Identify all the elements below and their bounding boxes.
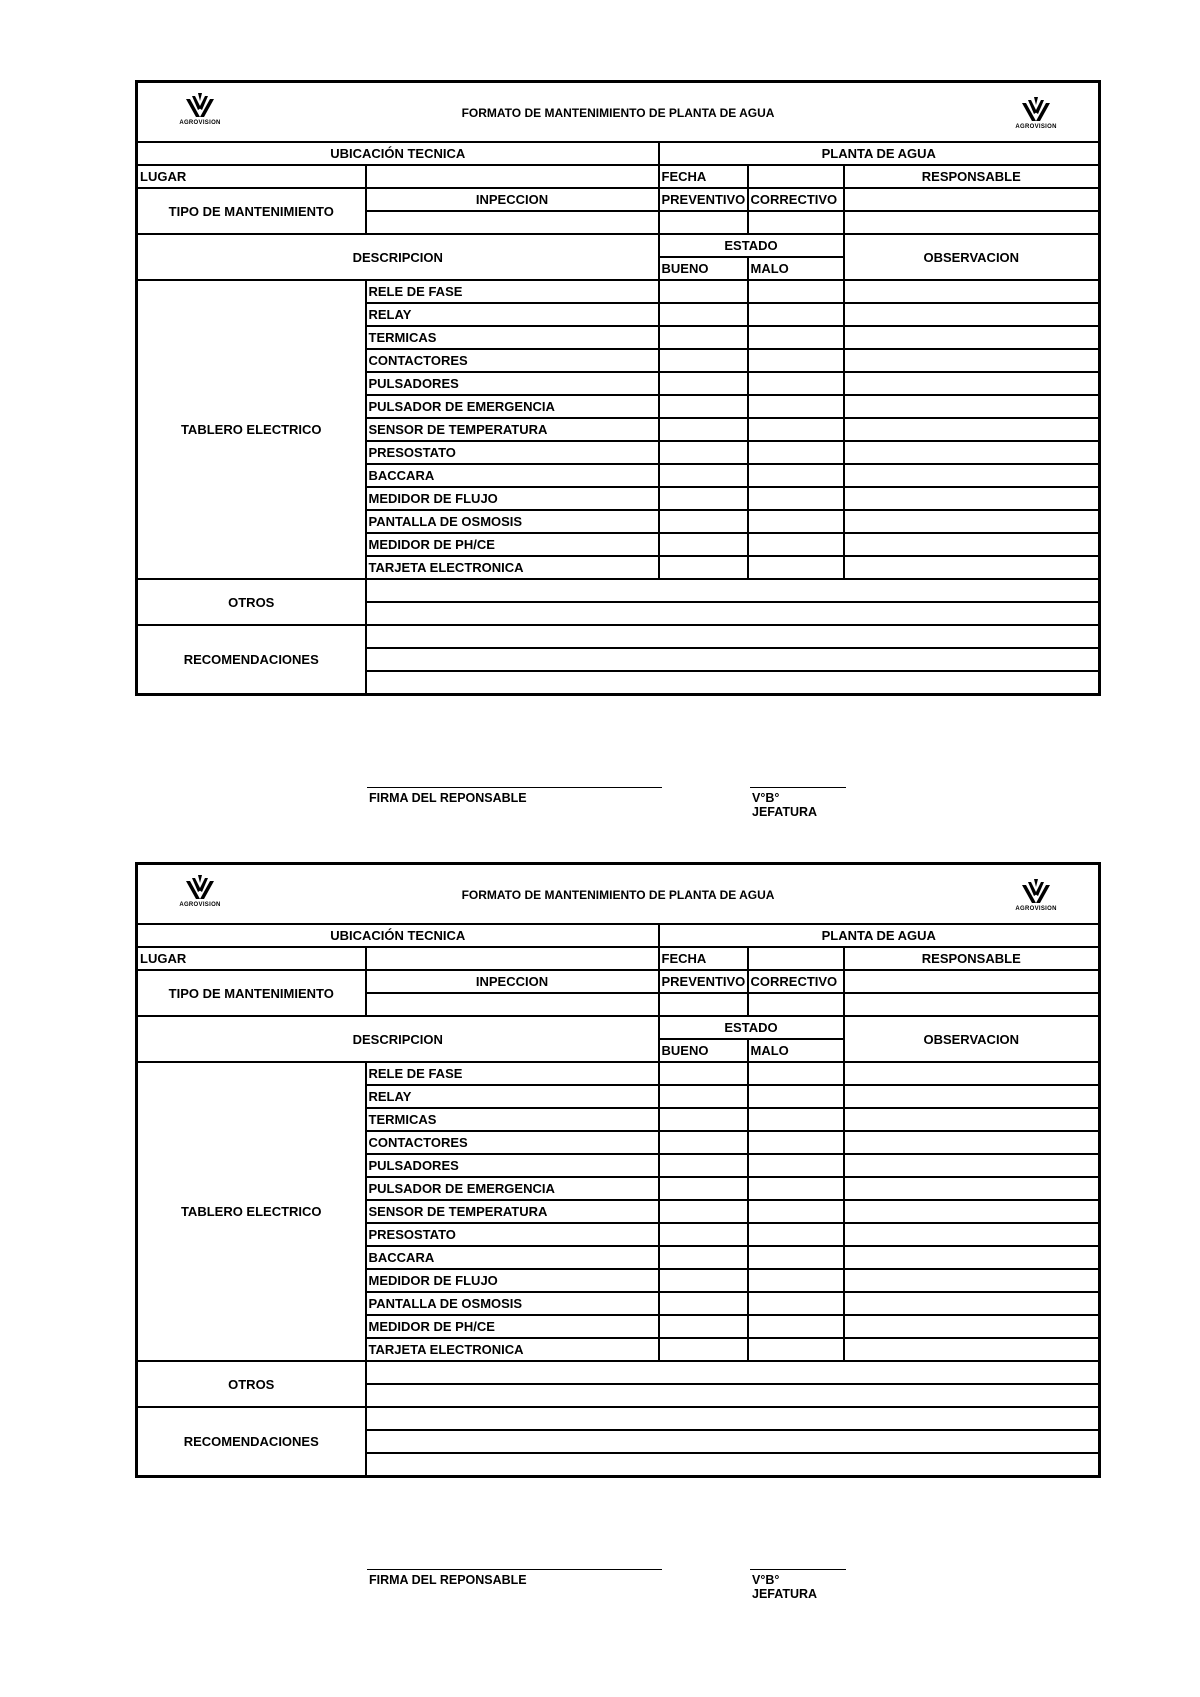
fecha-field[interactable] xyxy=(748,947,844,970)
agrovision-logo xyxy=(1012,879,1060,913)
observacion-cell[interactable] xyxy=(844,464,1100,487)
ubicacion-tecnica-label: UBICACIÓN TECNICA xyxy=(137,142,659,165)
item-name: RELAY xyxy=(366,1085,659,1108)
bueno-check-cell[interactable] xyxy=(659,1292,748,1315)
correctivo-label: CORRECTIVO xyxy=(748,188,844,211)
item-name: RELE DE FASE xyxy=(366,280,659,303)
bueno-check-cell[interactable] xyxy=(659,1269,748,1292)
lugar-field[interactable] xyxy=(366,947,659,970)
descripcion-label: DESCRIPCION xyxy=(137,1016,659,1062)
otros-field[interactable] xyxy=(366,1361,1100,1384)
observacion-cell[interactable] xyxy=(844,1246,1100,1269)
signature-jefatura-label: V°B° JEFATURA xyxy=(752,1573,818,1601)
correctivo-field[interactable] xyxy=(748,993,844,1016)
inspeccion-field[interactable] xyxy=(366,993,659,1016)
observacion-cell[interactable] xyxy=(844,1085,1100,1108)
malo-label: MALO xyxy=(748,1039,844,1062)
bueno-label: BUENO xyxy=(659,257,748,280)
observacion-cell[interactable] xyxy=(844,1154,1100,1177)
bueno-check-cell[interactable] xyxy=(659,1338,748,1361)
ubicacion-tecnica-label: UBICACIÓN TECNICA xyxy=(137,924,659,947)
item-name: PANTALLA DE OSMOSIS xyxy=(366,510,659,533)
fecha-field[interactable] xyxy=(748,165,844,188)
item-name: PULSADOR DE EMERGENCIA xyxy=(366,395,659,418)
malo-check-cell[interactable] xyxy=(748,372,844,395)
observacion-cell[interactable] xyxy=(844,487,1100,510)
lugar-field[interactable] xyxy=(366,165,659,188)
bueno-check-cell[interactable] xyxy=(659,326,748,349)
responsable-label: RESPONSABLE xyxy=(844,165,1100,188)
observacion-cell[interactable] xyxy=(844,1292,1100,1315)
correctivo-label: CORRECTIVO xyxy=(748,970,844,993)
item-name: MEDIDOR DE PH/CE xyxy=(366,533,659,556)
item-name: CONTACTORES xyxy=(366,349,659,372)
item-name: PULSADORES xyxy=(366,1154,659,1177)
logo-text: AGROVISION xyxy=(1015,906,1057,912)
malo-check-cell[interactable] xyxy=(748,1131,844,1154)
observacion-cell[interactable] xyxy=(844,1269,1100,1292)
table-row xyxy=(137,280,1100,303)
bueno-check-cell[interactable] xyxy=(659,464,748,487)
otros-label: OTROS xyxy=(137,1361,366,1407)
bueno-check-cell[interactable] xyxy=(659,1177,748,1200)
otros-field[interactable] xyxy=(366,579,1100,602)
malo-check-cell[interactable] xyxy=(748,1269,844,1292)
responsable-field[interactable] xyxy=(844,970,1100,993)
bueno-check-cell[interactable] xyxy=(659,303,748,326)
item-name: PULSADOR DE EMERGENCIA xyxy=(366,1177,659,1200)
preventivo-field[interactable] xyxy=(659,993,748,1016)
descripcion-label: DESCRIPCION xyxy=(137,234,659,280)
bueno-check-cell[interactable] xyxy=(659,280,748,303)
malo-check-cell[interactable] xyxy=(748,1292,844,1315)
item-name: MEDIDOR DE PH/CE xyxy=(366,1315,659,1338)
leaf-logo-icon xyxy=(1019,97,1053,123)
item-list xyxy=(137,1062,1100,1361)
bueno-check-cell[interactable] xyxy=(659,349,748,372)
malo-check-cell[interactable] xyxy=(748,395,844,418)
correctivo-field[interactable] xyxy=(748,211,844,234)
malo-check-cell[interactable] xyxy=(748,1246,844,1269)
malo-check-cell[interactable] xyxy=(748,441,844,464)
item-name: PULSADORES xyxy=(366,372,659,395)
leaf-logo-icon xyxy=(1019,879,1053,905)
malo-check-cell[interactable] xyxy=(748,510,844,533)
form-title: FORMATO DE MANTENIMIENTO DE PLANTA DE AGUA xyxy=(461,888,775,902)
malo-check-cell[interactable] xyxy=(748,1085,844,1108)
logo-text: AGROVISION xyxy=(179,902,221,908)
malo-check-cell[interactable] xyxy=(748,1154,844,1177)
malo-check-cell[interactable] xyxy=(748,1062,844,1085)
tablero-electrico-label: TABLERO ELECTRICO xyxy=(137,280,366,579)
bueno-check-cell[interactable] xyxy=(659,1223,748,1246)
estado-label: ESTADO xyxy=(659,234,844,257)
observacion-cell[interactable] xyxy=(844,1338,1100,1361)
bueno-check-cell[interactable] xyxy=(659,372,748,395)
malo-check-cell[interactable] xyxy=(748,349,844,372)
observacion-cell[interactable] xyxy=(844,556,1100,579)
observacion-cell[interactable] xyxy=(844,1223,1100,1246)
malo-check-cell[interactable] xyxy=(748,1200,844,1223)
recomendaciones-label: RECOMENDACIONES xyxy=(137,1407,366,1477)
bueno-check-cell[interactable] xyxy=(659,1062,748,1085)
item-name: SENSOR DE TEMPERATURA xyxy=(366,1200,659,1223)
signature-responsable xyxy=(367,1569,662,1587)
item-name: PRESOSTATO xyxy=(366,441,659,464)
preventivo-label: PREVENTIVO xyxy=(659,970,748,993)
item-name: PANTALLA DE OSMOSIS xyxy=(366,1292,659,1315)
signature-jefatura xyxy=(750,787,846,819)
recomendaciones-field[interactable] xyxy=(366,671,1100,695)
observacion-cell[interactable] xyxy=(844,533,1100,556)
malo-check-cell[interactable] xyxy=(748,1315,844,1338)
estado-label: ESTADO xyxy=(659,1016,844,1039)
logo-text: AGROVISION xyxy=(179,120,221,126)
item-name: MEDIDOR DE FLUJO xyxy=(366,1269,659,1292)
otros-field[interactable] xyxy=(366,1384,1100,1407)
lugar-label: LUGAR xyxy=(137,165,366,188)
bueno-check-cell[interactable] xyxy=(659,1315,748,1338)
planta-de-agua-label: PLANTA DE AGUA xyxy=(659,924,1100,947)
table-row xyxy=(137,1062,1100,1085)
signature-responsable xyxy=(367,787,662,805)
item-name: RELE DE FASE xyxy=(366,1062,659,1085)
responsable-field[interactable] xyxy=(844,211,1100,234)
otros-field[interactable] xyxy=(366,602,1100,625)
bueno-check-cell[interactable] xyxy=(659,1200,748,1223)
observacion-cell[interactable] xyxy=(844,303,1100,326)
malo-check-cell[interactable] xyxy=(748,533,844,556)
observacion-cell[interactable] xyxy=(844,1315,1100,1338)
malo-check-cell[interactable] xyxy=(748,280,844,303)
observacion-cell[interactable] xyxy=(844,395,1100,418)
bueno-check-cell[interactable] xyxy=(659,395,748,418)
observacion-cell[interactable] xyxy=(844,1177,1100,1200)
responsable-field[interactable] xyxy=(844,188,1100,211)
form-header xyxy=(137,82,1100,143)
observacion-label: OBSERVACION xyxy=(844,234,1100,280)
bueno-check-cell[interactable] xyxy=(659,1154,748,1177)
responsable-field[interactable] xyxy=(844,993,1100,1016)
bueno-check-cell[interactable] xyxy=(659,1108,748,1131)
recomendaciones-field[interactable] xyxy=(366,1430,1100,1453)
item-name: TARJETA ELECTRONICA xyxy=(366,556,659,579)
malo-check-cell[interactable] xyxy=(748,1223,844,1246)
observacion-cell[interactable] xyxy=(844,441,1100,464)
bueno-check-cell[interactable] xyxy=(659,441,748,464)
recomendaciones-field[interactable] xyxy=(366,648,1100,671)
signature-jefatura-label: V°B° JEFATURA xyxy=(752,791,818,819)
tablero-electrico-label: TABLERO ELECTRICO xyxy=(137,1062,366,1361)
observacion-cell[interactable] xyxy=(844,1062,1100,1085)
maintenance-form-table xyxy=(135,862,1101,1478)
observacion-cell[interactable] xyxy=(844,349,1100,372)
malo-check-cell[interactable] xyxy=(748,1177,844,1200)
bueno-check-cell[interactable] xyxy=(659,418,748,441)
bueno-check-cell[interactable] xyxy=(659,1246,748,1269)
inspeccion-label: INPECCION xyxy=(366,970,659,993)
recomendaciones-label: RECOMENDACIONES xyxy=(137,625,366,695)
maintenance-form-1 xyxy=(135,80,1098,819)
signature-responsable-label: FIRMA DEL REPONSABLE xyxy=(369,1573,527,1587)
observacion-cell[interactable] xyxy=(844,1108,1100,1131)
item-name: CONTACTORES xyxy=(366,1131,659,1154)
signature-responsable-label: FIRMA DEL REPONSABLE xyxy=(369,791,527,805)
observacion-cell[interactable] xyxy=(844,1200,1100,1223)
recomendaciones-field[interactable] xyxy=(366,625,1100,648)
bueno-check-cell[interactable] xyxy=(659,1131,748,1154)
tipo-mantenimiento-label: TIPO DE MANTENIMIENTO xyxy=(137,188,366,234)
observacion-cell[interactable] xyxy=(844,418,1100,441)
item-name: BACCARA xyxy=(366,1246,659,1269)
fecha-label: FECHA xyxy=(659,947,748,970)
malo-check-cell[interactable] xyxy=(748,303,844,326)
fecha-label: FECHA xyxy=(659,165,748,188)
item-name: BACCARA xyxy=(366,464,659,487)
item-list xyxy=(137,280,1100,579)
maintenance-form-table xyxy=(135,80,1101,696)
malo-check-cell[interactable] xyxy=(748,1338,844,1361)
planta-de-agua-label: PLANTA DE AGUA xyxy=(659,142,1100,165)
recomendaciones-field[interactable] xyxy=(366,1407,1100,1430)
tipo-mantenimiento-label: TIPO DE MANTENIMIENTO xyxy=(137,970,366,1016)
malo-check-cell[interactable] xyxy=(748,326,844,349)
maintenance-form-2 xyxy=(135,862,1098,1601)
bueno-check-cell[interactable] xyxy=(659,556,748,579)
form-title: FORMATO DE MANTENIMIENTO DE PLANTA DE AGUA xyxy=(461,106,775,120)
malo-label: MALO xyxy=(748,257,844,280)
observacion-cell[interactable] xyxy=(844,1131,1100,1154)
bueno-check-cell[interactable] xyxy=(659,1085,748,1108)
malo-check-cell[interactable] xyxy=(748,556,844,579)
item-name: TERMICAS xyxy=(366,326,659,349)
malo-check-cell[interactable] xyxy=(748,418,844,441)
bueno-label: BUENO xyxy=(659,1039,748,1062)
item-name: MEDIDOR DE FLUJO xyxy=(366,487,659,510)
inspeccion-field[interactable] xyxy=(366,211,659,234)
otros-label: OTROS xyxy=(137,579,366,625)
observacion-label: OBSERVACION xyxy=(844,1016,1100,1062)
preventivo-field[interactable] xyxy=(659,211,748,234)
signature-jefatura xyxy=(750,1569,846,1601)
bueno-check-cell[interactable] xyxy=(659,510,748,533)
item-name: TERMICAS xyxy=(366,1108,659,1131)
lugar-label: LUGAR xyxy=(137,947,366,970)
item-name: SENSOR DE TEMPERATURA xyxy=(366,418,659,441)
item-name: TARJETA ELECTRONICA xyxy=(366,1338,659,1361)
logo-text: AGROVISION xyxy=(1015,124,1057,130)
bueno-check-cell[interactable] xyxy=(659,533,748,556)
agrovision-logo xyxy=(1012,97,1060,131)
item-name: RELAY xyxy=(366,303,659,326)
bueno-check-cell[interactable] xyxy=(659,487,748,510)
malo-check-cell[interactable] xyxy=(748,487,844,510)
observacion-cell[interactable] xyxy=(844,372,1100,395)
observacion-cell[interactable] xyxy=(844,326,1100,349)
form-header xyxy=(137,864,1100,925)
preventivo-label: PREVENTIVO xyxy=(659,188,748,211)
observacion-cell[interactable] xyxy=(844,510,1100,533)
item-name: PRESOSTATO xyxy=(366,1223,659,1246)
recomendaciones-field[interactable] xyxy=(366,1453,1100,1477)
observacion-cell[interactable] xyxy=(844,280,1100,303)
malo-check-cell[interactable] xyxy=(748,1108,844,1131)
malo-check-cell[interactable] xyxy=(748,464,844,487)
responsable-label: RESPONSABLE xyxy=(844,947,1100,970)
inspeccion-label: INPECCION xyxy=(366,188,659,211)
